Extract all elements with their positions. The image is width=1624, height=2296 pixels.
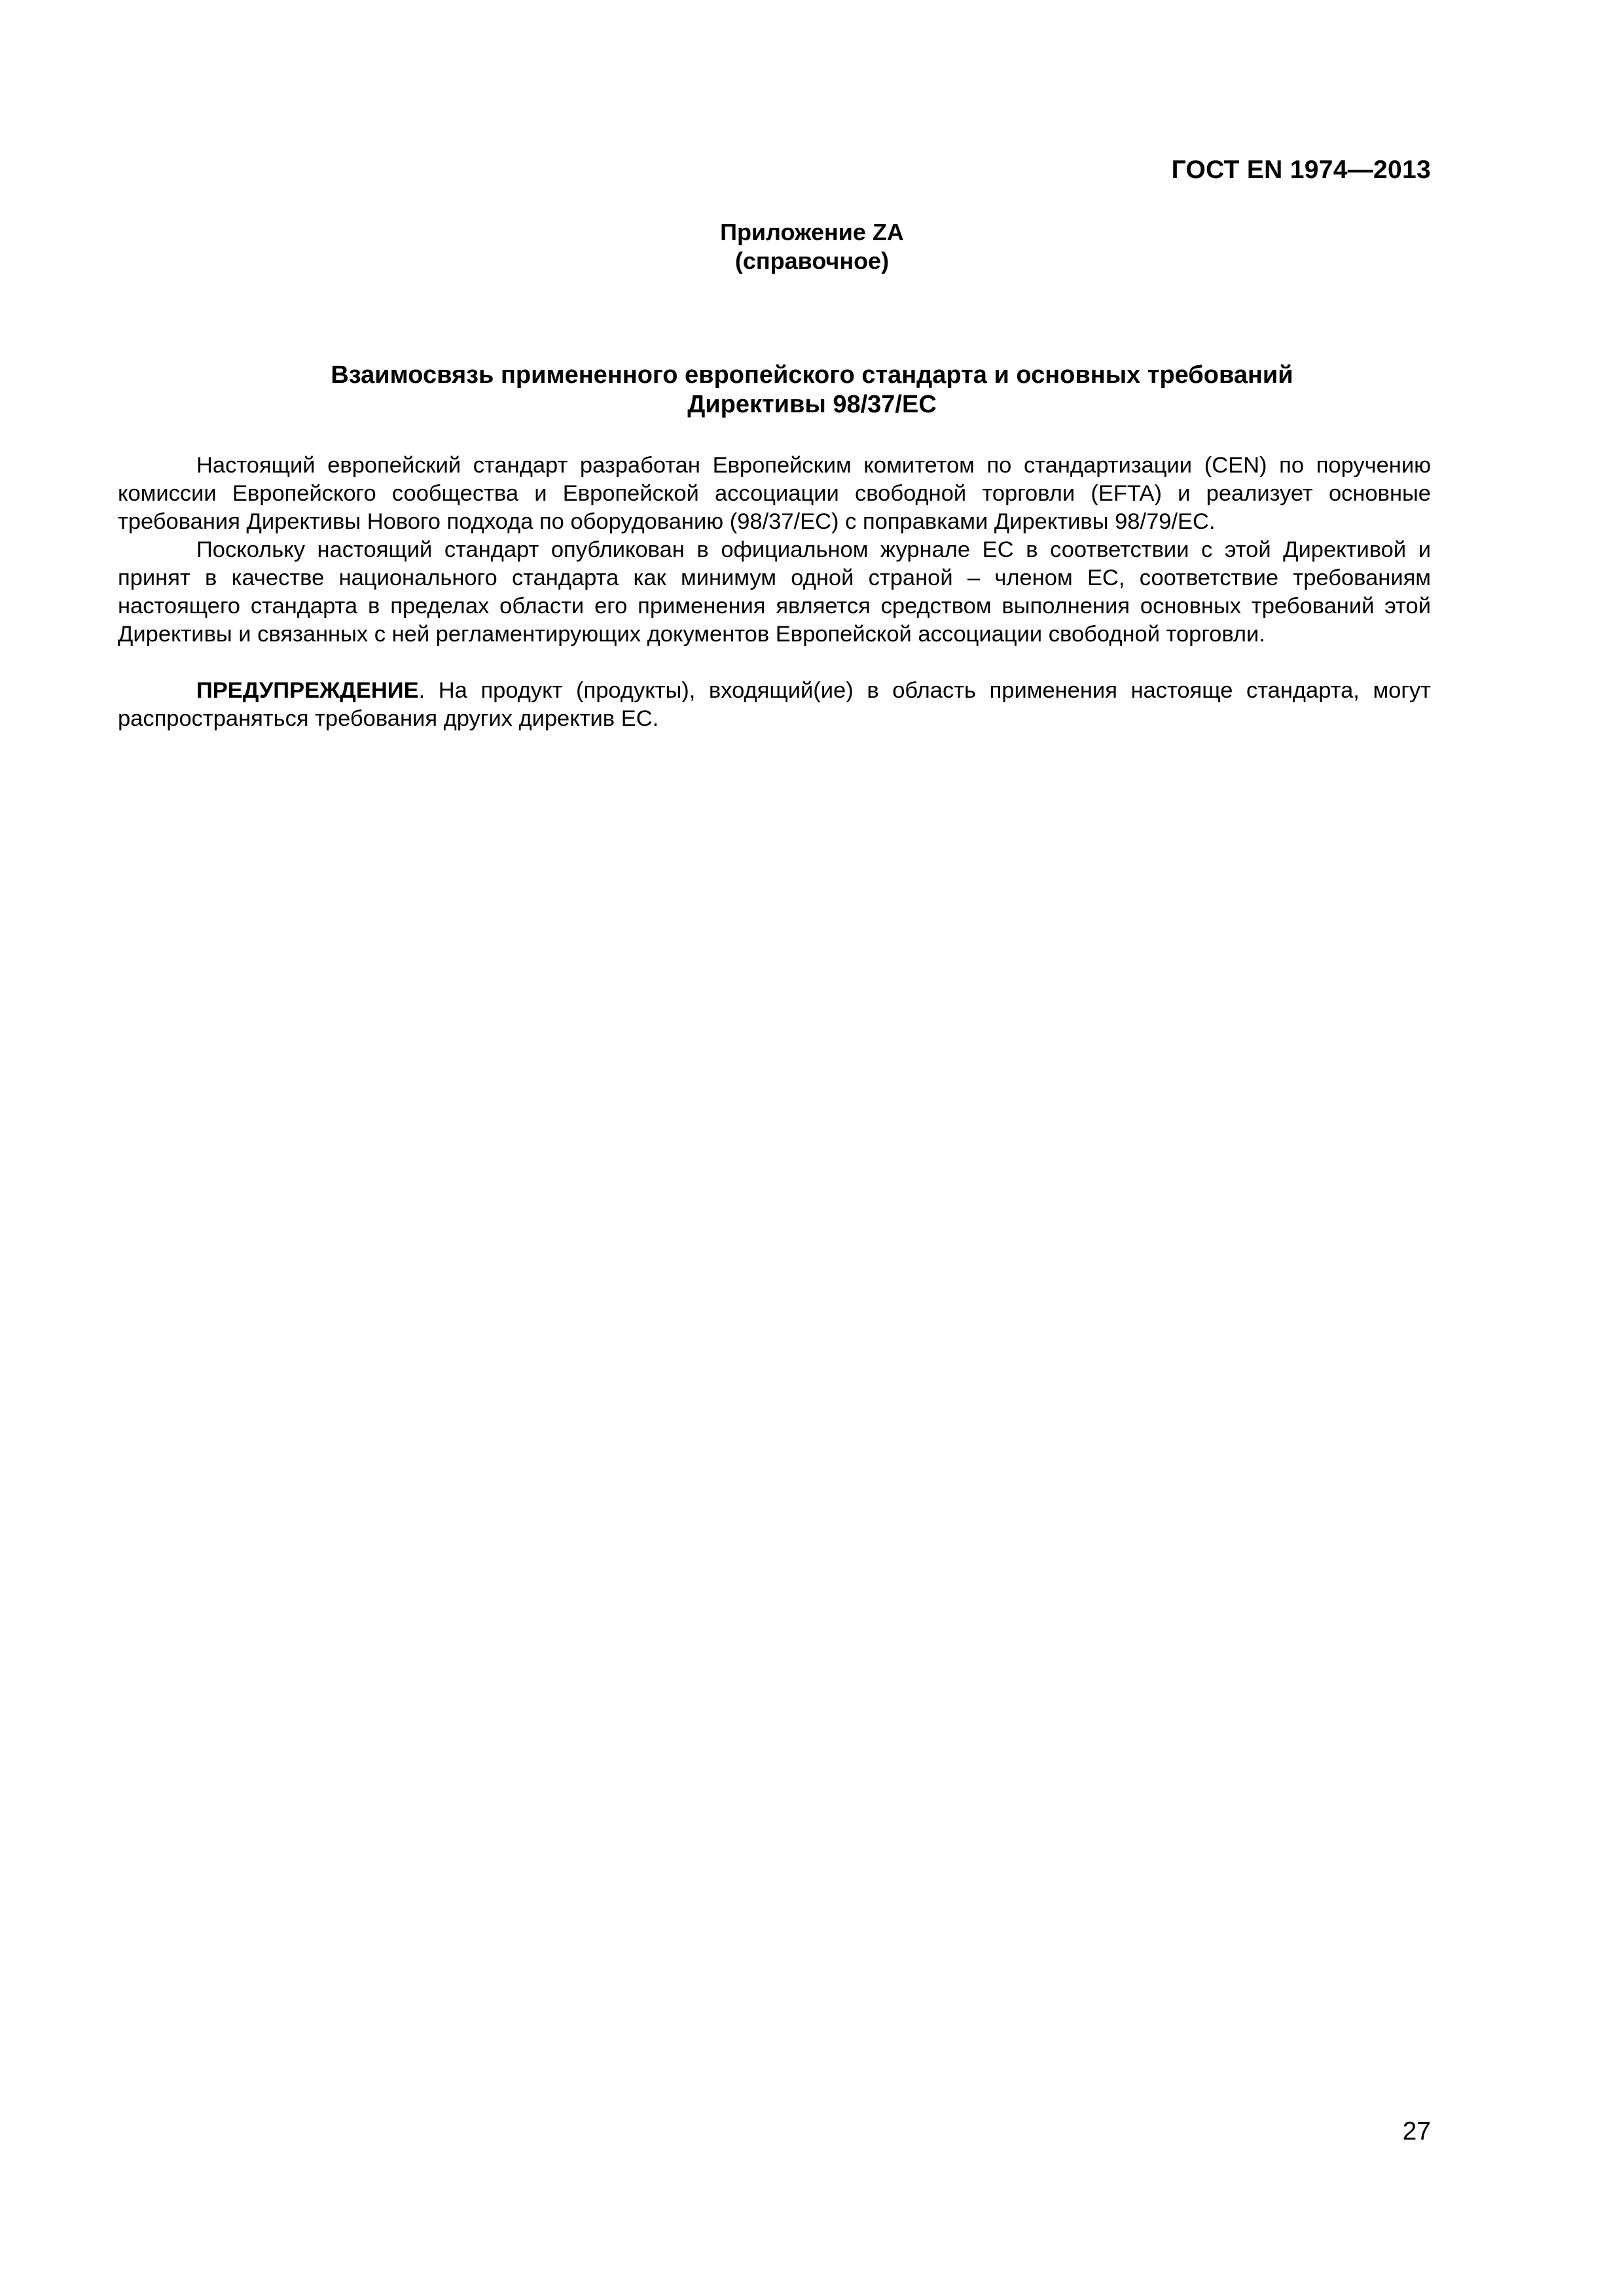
warning-label: ПРЕДУПРЕЖДЕНИЕ — [196, 678, 419, 703]
annex-title: Приложение ZA — [720, 219, 904, 245]
page-number: 27 — [1402, 2117, 1431, 2145]
annex-heading — [0, 218, 1624, 276]
section-title-line-2: Директивы 98/37/ЕС — [687, 391, 937, 418]
warning-text: . На продукт (продукты), входящий(ие) в область применения настояще стандарта, могут распространяться требования других директив ЕС. — [118, 678, 1431, 731]
annex-type: (справочное) — [734, 247, 890, 274]
paragraph-1: Настоящий европейский стандарт разработан Европейским комитетом по стандартизации (CEN) по поручению комиссии Европейского сообщества и Европейской ассоциации свободной торговли (EFTA) и реализует основные требования Директивы Нового подхода по оборудованию (98/37/ЕС) с поправками Директивы 98/79/ЕС. — [118, 453, 1431, 534]
section-title-line-1: Взаимосвязь примененного европейского стандарта и основных требований — [331, 361, 1293, 389]
document-code: ГОСТ EN 1974—2013 — [1171, 156, 1431, 184]
body-text — [118, 452, 1431, 733]
paragraph-2: Поскольку настоящий стандарт опубликован в официальном журнале ЕС в соответствии с этой Директивой и принят в качестве национального стандарта как минимум одной страной – членом ЕС, соответствие требованиям настоящего стандарта в пределах области его применения является средством выполнения основных требований этой Директивы и связанных с ней регламентирующих документов Европейской ассоциации свободной торговли. — [118, 537, 1431, 647]
section-title — [0, 361, 1624, 420]
warning-paragraph — [118, 677, 1431, 733]
